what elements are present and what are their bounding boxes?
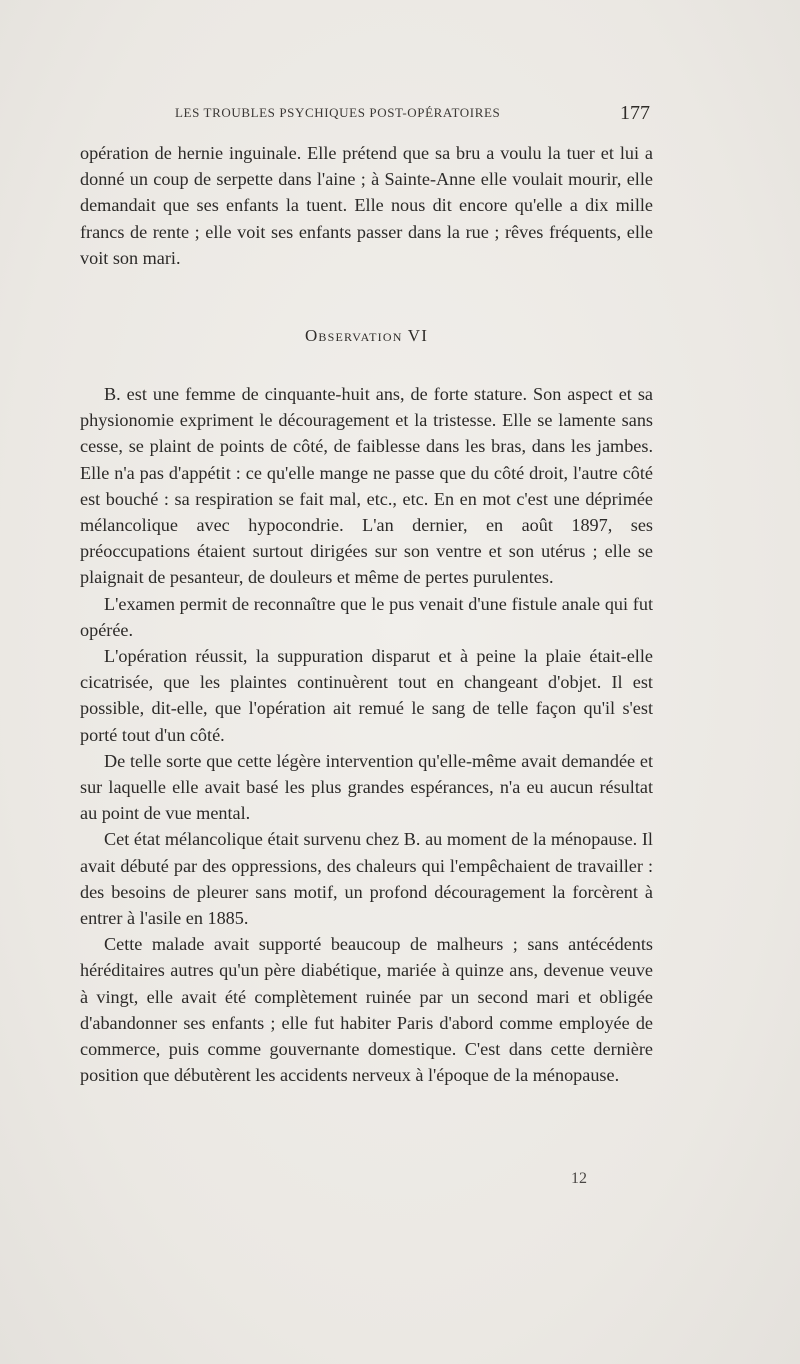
continuation-paragraph [80, 140, 653, 271]
running-head [150, 102, 650, 126]
paragraph: Cette malade avait supporté beaucoup de malheurs ; sans antécédents héréditaires autres qu'un père diabétique, mariée à quinze ans, devenue veuve à vingt, elle avait été complètement ruinée par un second mari et obligée d'abandonner ses enfants ; elle fut habiter Paris d'abord comme employée de commerce, puis comme gouvernante domestique. C'est dans cette dernière position que débutèrent les accidents nerveux à l'époque de la ménopause. [80, 934, 653, 1086]
paragraph: B. est une femme de cinquante-huit ans, de forte stature. Son aspect et sa physionomie expriment le découragement et la tristesse. Elle se lamente sans cesse, se plaint de points de côté, de faiblesse dans les bras, dans les jambes. Elle n'a pas d'appétit : ce qu'elle mange ne passe que du côté droit, l'autre côté est bouché : sa respiration se fait mal, etc., etc. En en mot c'est une déprimée mélancolique avec hypocondrie. L'an dernier, en août 1897, ses préoccupations étaient surtout dirigées sur son ventre et son utérus ; elle se plaignait de pesanteur, de douleurs et même de pertes purulentes. [80, 384, 653, 588]
paragraph: Cet état mélancolique était survenu chez B. au moment de la ménopause. Il avait débuté par des oppressions, des chaleurs qui l'empêchaient de travailler : des besoins de pleurer sans motif, un profond découragement la forcèrent à entrer à l'asile en 1885. [80, 829, 653, 929]
signature-mark: 12 [571, 1170, 587, 1187]
paragraph: De telle sorte que cette légère intervention qu'elle-même avait demandée et sur laquelle elle avait basé les plus grandes espérances, n'a eu aucun résultat au point de vue mental. [80, 750, 653, 824]
observation-body [80, 381, 653, 1088]
running-title: LES TROUBLES PSYCHIQUES POST-OPÉRATOIRES [175, 105, 501, 120]
page-number: 177 [620, 102, 650, 124]
paragraph: L'examen permit de reconnaître que le pus venait d'une fistule anale qui fut opérée. [80, 593, 653, 640]
section-heading: Observation VI [304, 326, 429, 345]
paragraph: L'opération réussit, la suppuration disparut et à peine la plaie était-elle cicatrisée, que les plaintes continuèrent tout en changeant d'objet. Il est possible, dit-elle, que l'opération ait remué le sang de telle façon qu'il s'est porté tout d'un côté. [80, 646, 653, 745]
paragraph-text: opération de hernie inguinale. Elle prétend que sa bru a voulu la tuer et lui a donné un coup de serpette dans l'aine ; à Sainte-Anne elle voulait mourir, elle demandait que ses enfants la tuent. Elle nous dit encore qu'elle a dix mille francs de rente ; elle voit ses enfants passer dans la rue ; rêves fréquents, elle voit son mari. [80, 143, 653, 268]
